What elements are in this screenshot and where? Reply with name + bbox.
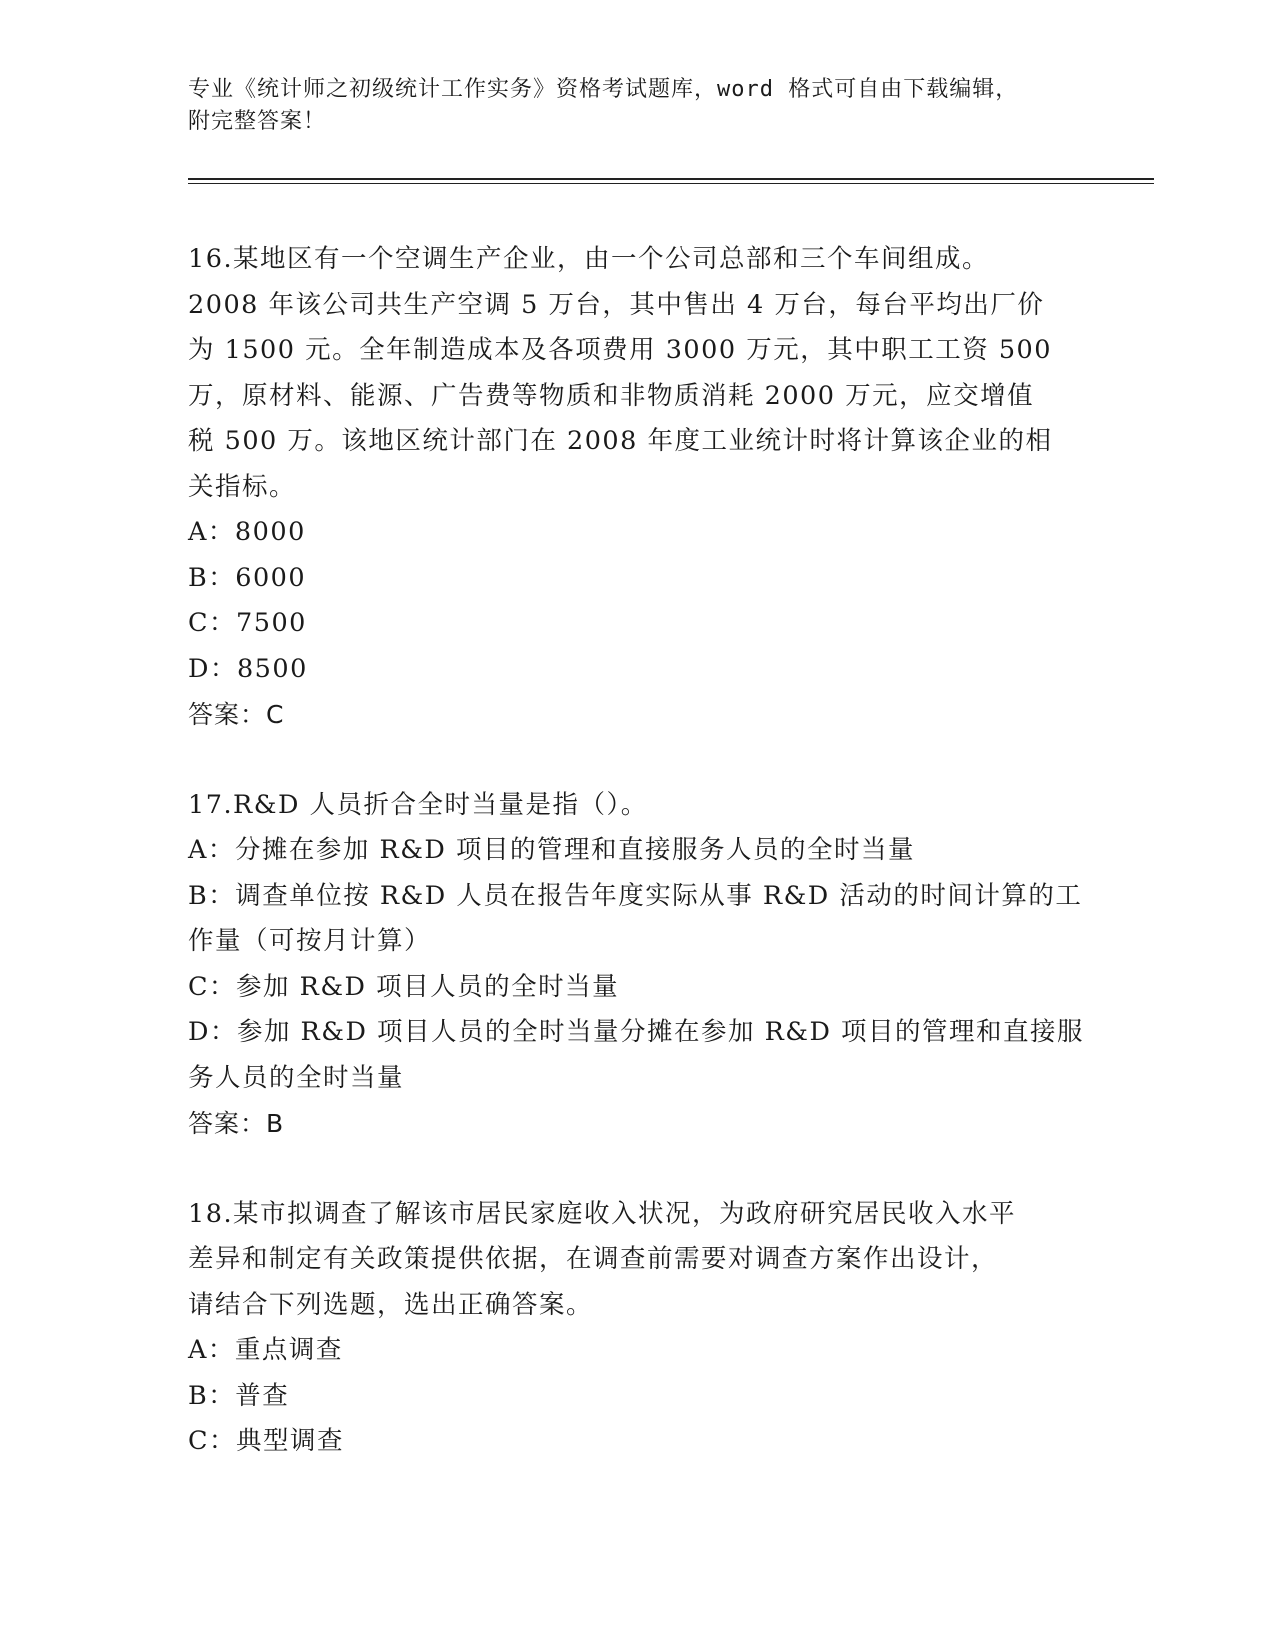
option-b: B：调查单位按 R&D 人员在报告年度实际从事 R&D 活动的时间计算的工 bbox=[188, 880, 1083, 911]
question-stem-line: 差异和制定有关政策提供依据，在调查前需要对调查方案作出设计， bbox=[188, 1244, 999, 1274]
option-c: C：7500 bbox=[188, 608, 307, 638]
question-stem-line: 请结合下列选题，选出正确答案。 bbox=[188, 1289, 594, 1320]
option-d: D：8500 bbox=[188, 653, 308, 684]
question-spacer bbox=[188, 738, 1088, 783]
option-d-continued: 务人员的全时当量 bbox=[188, 1062, 405, 1093]
question-stem-line: 万，原材料、能源、广告费等物质和非物质消耗 2000 万元，应交增值 bbox=[188, 380, 1035, 411]
option-c: C：典型调查 bbox=[188, 1426, 345, 1456]
question-stem-line: 税 500 万。该地区统计部门在 2008 年度工业统计时将计算该企业的相 bbox=[188, 426, 1053, 456]
question-stem-line: 关指标。 bbox=[188, 471, 297, 502]
header-rule-thin bbox=[188, 183, 1154, 184]
option-a: A：8000 bbox=[188, 517, 306, 547]
question-list bbox=[188, 237, 1088, 1465]
question-stem-line: 17.R&D 人员折合全时当量是指（）。 bbox=[188, 789, 648, 820]
option-b: B：6000 bbox=[188, 562, 307, 593]
question-16 bbox=[188, 237, 1088, 738]
option-d: D：参加 R&D 项目人员的全时当量分摊在参加 R&D 项目的管理和直接服 bbox=[188, 1017, 1085, 1047]
page-header bbox=[188, 74, 1088, 138]
option-c: C：参加 R&D 项目人员的全时当量 bbox=[188, 971, 620, 1002]
option-a: A：重点调查 bbox=[188, 1335, 343, 1365]
question-17 bbox=[188, 783, 1088, 1147]
question-18 bbox=[188, 1192, 1088, 1465]
question-stem-line: 2008 年该公司共生产空调 5 万台，其中售出 4 万台，每台平均出厂价 bbox=[188, 289, 1045, 320]
answer-label: 答案：C bbox=[188, 700, 285, 729]
header-rule-thick bbox=[188, 178, 1154, 180]
option-b-continued: 作量（可按月计算） bbox=[188, 926, 432, 956]
question-stem-line: 为 1500 元。全年制造成本及各项费用 3000 万元，其中职工工资 500 bbox=[188, 335, 1052, 365]
option-b: B：普查 bbox=[188, 1380, 290, 1411]
header-line: 专业《统计师之初级统计工作实务》资格考试题库，word 格式可自由下载编辑， bbox=[188, 77, 1019, 102]
option-a: A：分摊在参加 R&D 项目的管理和直接服务人员的全时当量 bbox=[188, 835, 915, 865]
header-line: 附完整答案！ bbox=[188, 109, 327, 134]
answer-label: 答案：B bbox=[188, 1109, 285, 1138]
question-spacer bbox=[188, 1147, 1088, 1192]
question-stem-line: 18.某市拟调查了解该市居民家庭收入状况，为政府研究居民收入水平 bbox=[188, 1198, 1017, 1229]
question-stem-line: 16.某地区有一个空调生产企业，由一个公司总部和三个车间组成。 bbox=[188, 244, 990, 274]
